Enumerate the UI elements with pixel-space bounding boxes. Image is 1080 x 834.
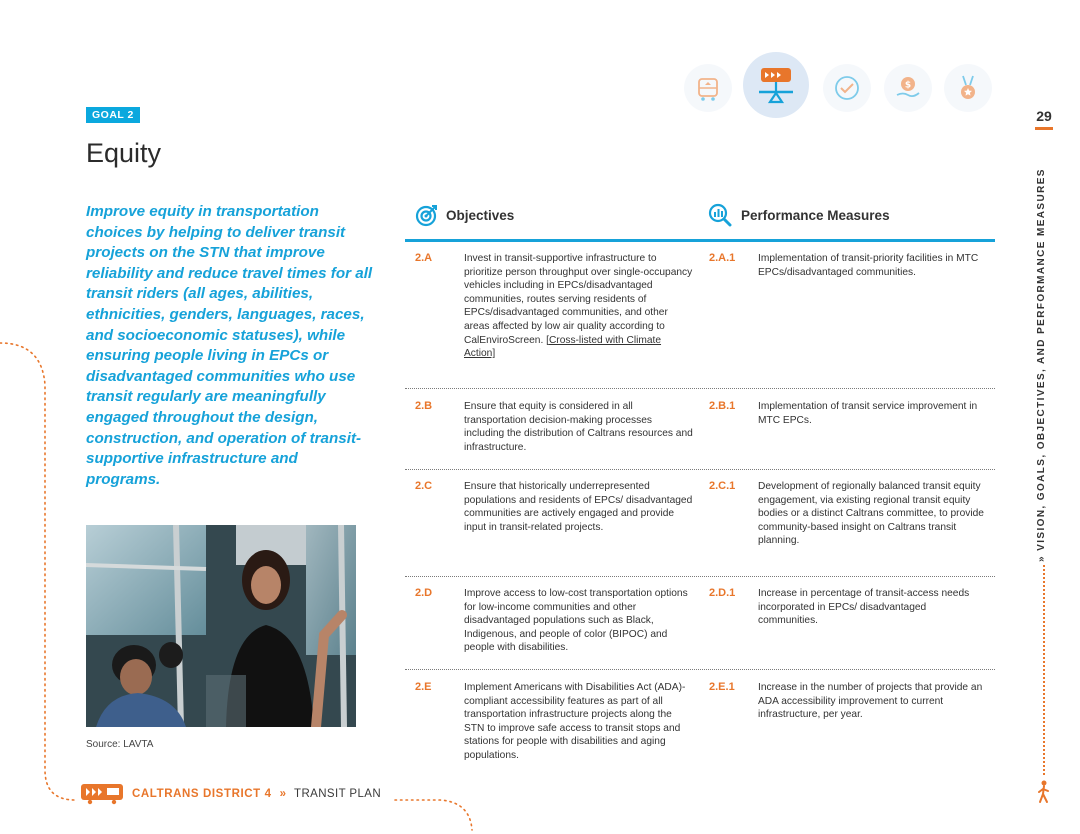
objective-code: 2.B — [415, 400, 433, 412]
row-divider — [405, 469, 995, 470]
safety-medal-icon — [944, 64, 992, 112]
equity-scale-icon — [743, 52, 809, 118]
measure-text: Increase in the number of projects that provide an ADA accessibility improvement to current infrastructure, per year. — [758, 682, 983, 721]
bus-logo-icon — [80, 783, 124, 805]
objective-text: Improve access to low-cost transportation options for low-income communities and other disadvantaged populations such as Black, Indigenous, and people of color (BIPOC) and people with disabilities. — [464, 588, 688, 654]
page-number: 29 — [1036, 108, 1052, 124]
vertical-section-label — [1036, 152, 1050, 562]
magnifier-chart-icon — [708, 203, 734, 227]
walking-person-icon — [1036, 780, 1052, 804]
table-header-rule — [405, 239, 995, 242]
climate-globe-icon — [823, 64, 871, 112]
footer-brand: CALTRANS DISTRICT 4 — [132, 788, 272, 800]
measure-code: 2.C.1 — [709, 480, 736, 492]
objective-code: 2.D — [415, 587, 433, 599]
svg-text:$: $ — [904, 80, 912, 91]
measure-text: Implementation of transit service improvement in MTC EPCs. — [758, 401, 978, 426]
measure-text: Increase in percentage of transit-access needs incorporated in EPCs/ disadvantaged communities. — [758, 588, 970, 627]
footer-separator: » — [279, 788, 287, 800]
measure-text: Development of regionally balanced transit equity engagement, via existing regional transit equity bodies or a distinct Caltrans committee, to provide community-based insight on Caltrans transit planning. — [758, 481, 984, 547]
cross-listed-link[interactable]: [Cross-listed with Climate Action] — [464, 334, 662, 360]
row-divider — [405, 388, 995, 389]
objective-text: Implement Americans with Disabilities Act (ADA)-compliant accessibility features as part of all transportation infrastructure projects along the STN to improve safe access to transit stops and stations for people with disabilities and aging populations. — [464, 682, 686, 761]
objectives-heading — [415, 203, 514, 227]
objective-text — [464, 252, 694, 361]
side-dotted-line — [1043, 565, 1045, 775]
transit-rider-photo — [86, 525, 356, 727]
row-divider — [405, 669, 995, 670]
goal-statement: Improve equity in transportation choices by helping to deliver transit projects on the STN that improve reliability and reduce travel times for all transit riders (all ages, abilities, ethnicities, genders, languages, races, and socioeconomic statuses), while ensuring people living in EPCs or disadvantaged communities who use transit regularly are meaningfully engaged throughout the design, construction, and operation of transit-supportive infrastructure and programs. — [86, 203, 373, 488]
measure-text: Implementation of transit-priority facilities in MTC EPCs/disadvantaged communities. — [758, 253, 979, 278]
goal-icon-strip — [680, 52, 1000, 122]
objective-text: Ensure that equity is considered in all transportation decision-making processes including the distribution of Caltrans resources and infrastructure. — [464, 401, 693, 453]
measure-code: 2.B.1 — [709, 400, 736, 412]
objective-code: 2.E — [415, 681, 432, 693]
measures-heading-label: Performance Measures — [741, 207, 890, 223]
objective-code: 2.C — [415, 480, 433, 492]
target-icon — [415, 203, 439, 227]
page-title: Equity — [86, 138, 162, 168]
objective-text: Ensure that historically underrepresented populations and residents of EPCs/ disadvantaged communities are actively engaged and provide input in transit-related projects. — [464, 481, 693, 533]
footer-plan-title: TRANSIT PLAN — [294, 788, 382, 800]
measure-code: 2.A.1 — [709, 252, 736, 264]
photo-source: Source: LAVTA — [86, 739, 154, 750]
row-divider — [405, 576, 995, 577]
bus-stop-icon — [684, 64, 732, 112]
page-number-rule — [1035, 127, 1053, 130]
page-footer — [80, 783, 381, 805]
measures-heading — [708, 203, 890, 227]
funding-hand-icon — [884, 64, 932, 112]
objectives-heading-label: Objectives — [446, 207, 515, 223]
goal-badge: GOAL 2 — [86, 107, 140, 123]
measure-code: 2.D.1 — [709, 587, 736, 599]
measure-code: 2.E.1 — [709, 681, 735, 693]
section-label-text: » VISION, GOALS, OBJECTIVES, AND PERFORMANCE MEASURES — [1036, 168, 1047, 562]
objectives-table-header — [405, 201, 995, 241]
objective-body: Invest in transit-supportive infrastructure to prioritize person throughput over single-occupancy vehicles including in EPCs/disadvantaged communities, routes serving residents of EPCs/disadvantaged communities, and other areas affected by low air quality according to CalEnviroScreen. — [464, 253, 693, 346]
objective-code: 2.A — [415, 252, 433, 264]
